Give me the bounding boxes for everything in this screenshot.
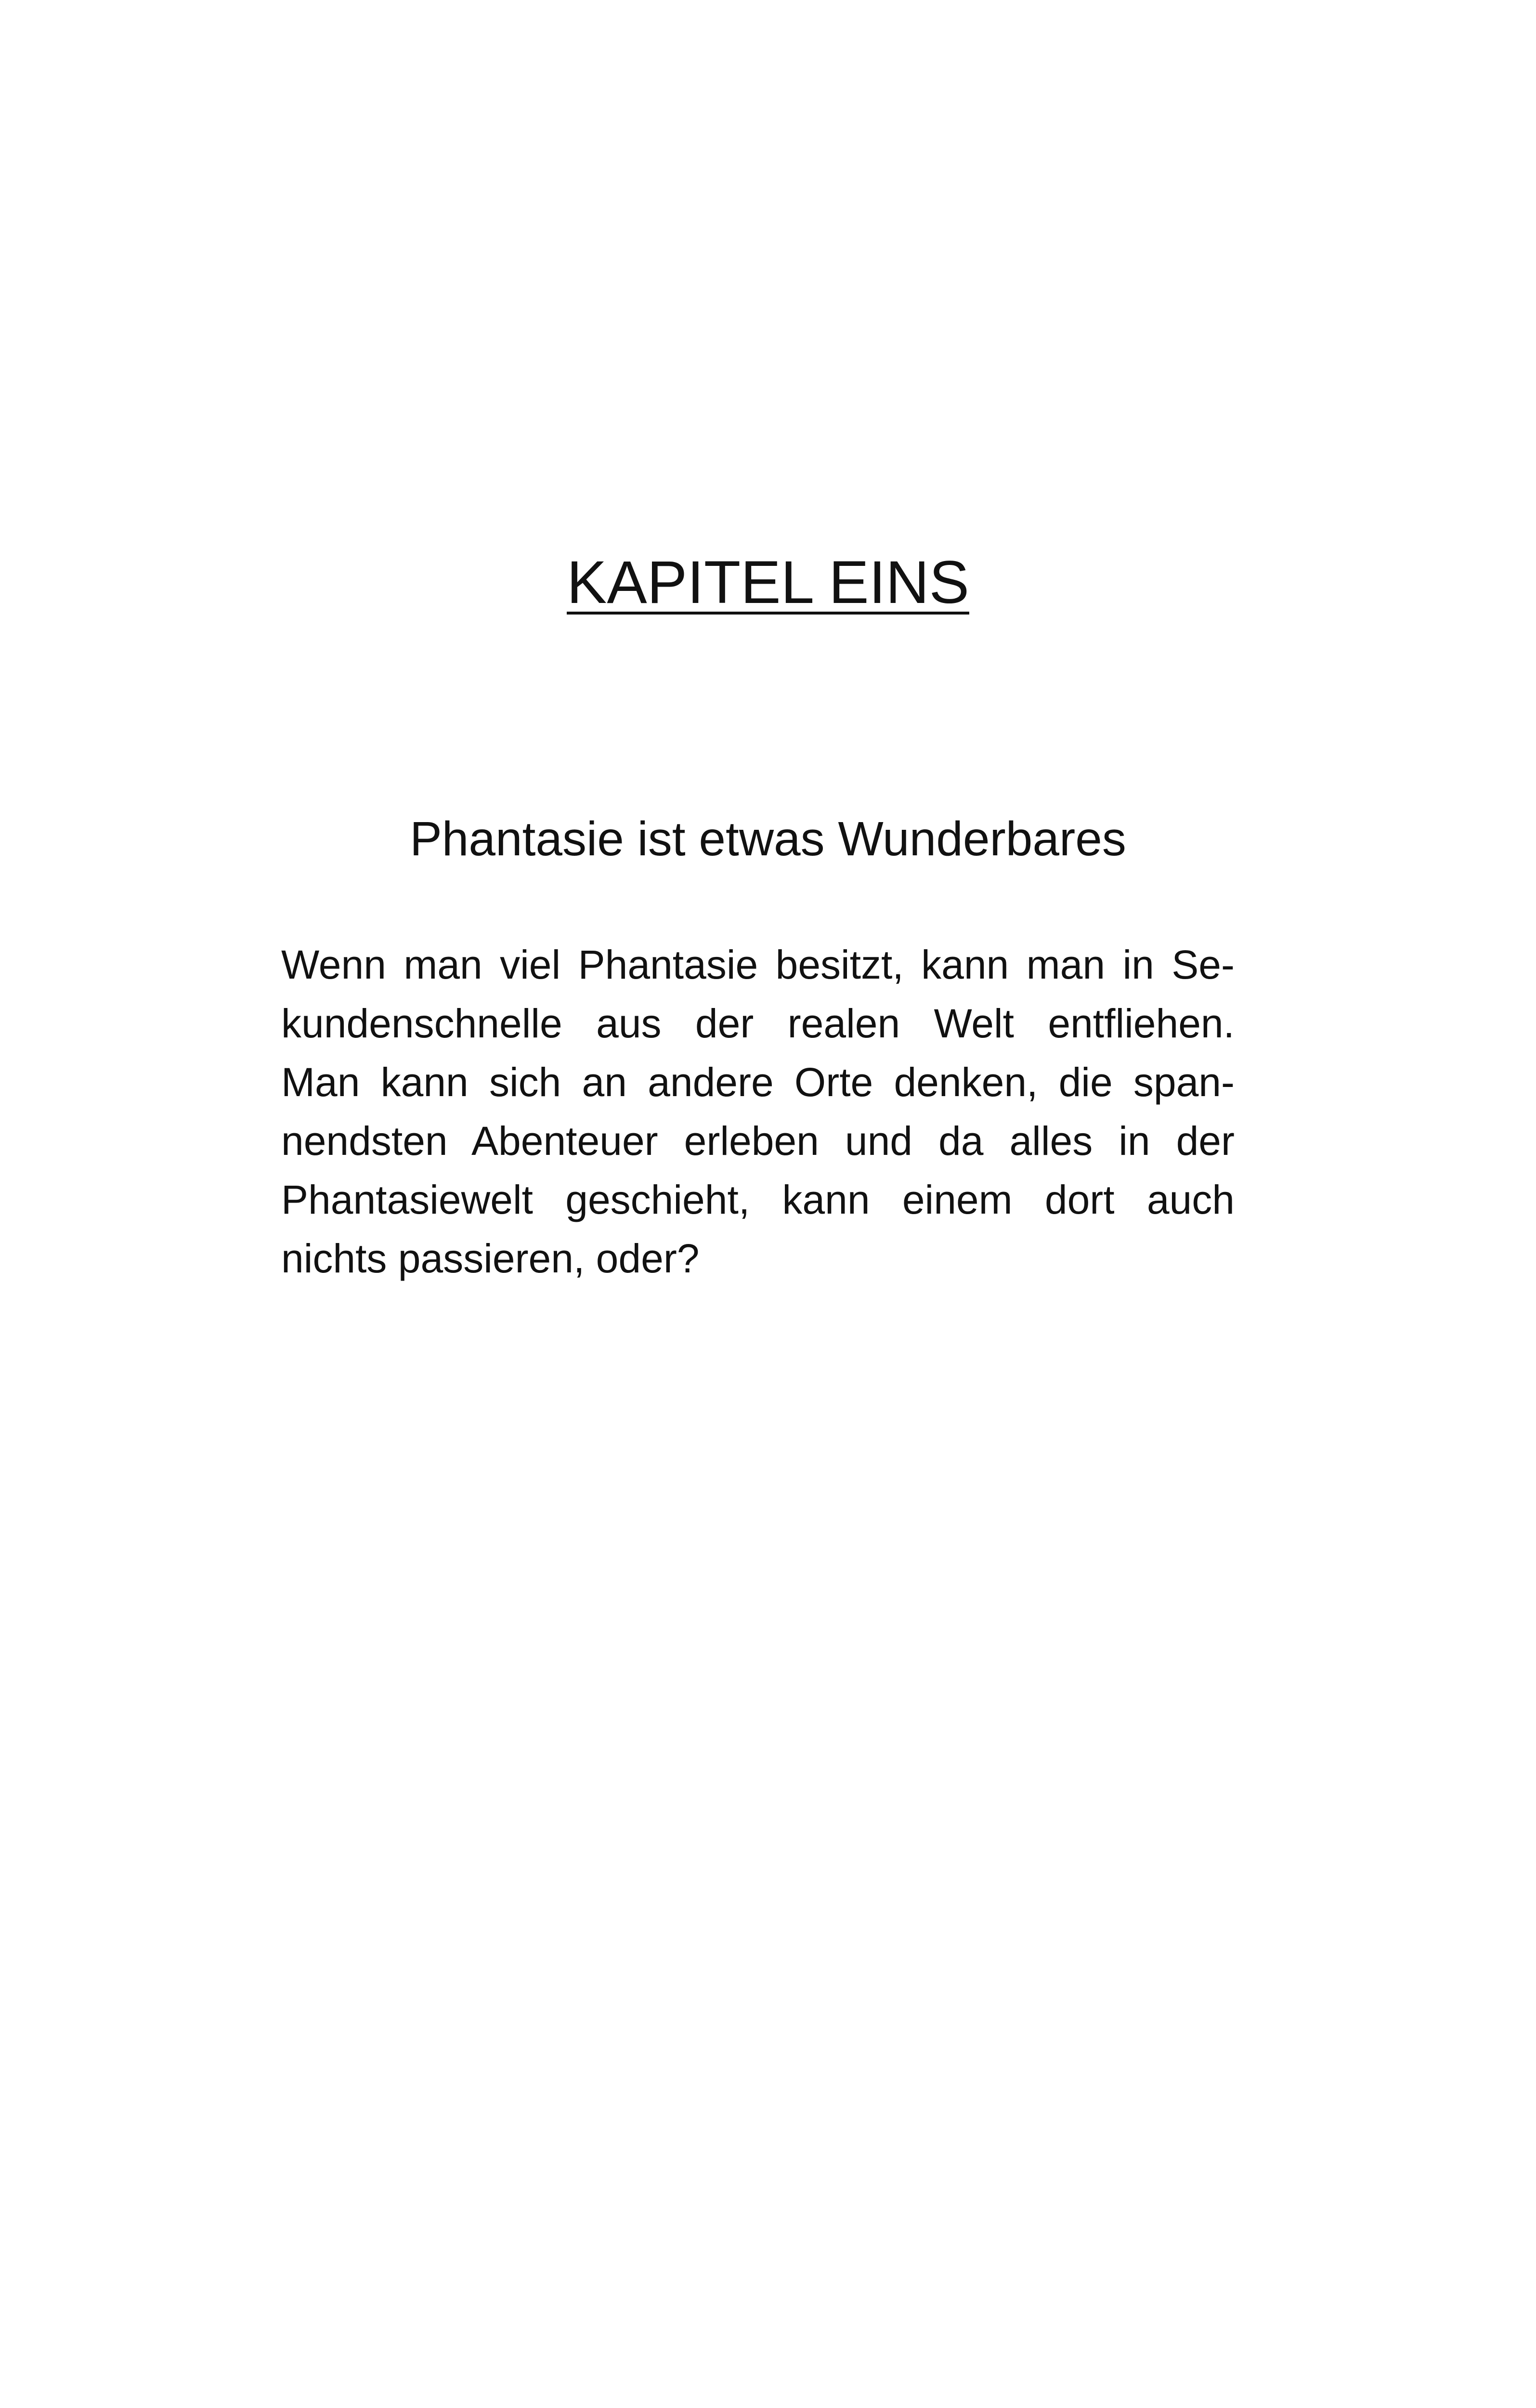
paragraph-line: nendsten Abenteuer erleben und da alles in der bbox=[281, 1118, 1235, 1164]
chapter-title bbox=[0, 547, 1536, 619]
chapter-title-text: KAPITEL EINS bbox=[567, 549, 969, 616]
paragraph-line: nichts passieren, oder? bbox=[281, 1236, 700, 1281]
body-paragraph bbox=[281, 935, 1235, 1288]
paragraph-line: Wenn man viel Phantasie besitzt, kann man in Se- bbox=[281, 942, 1235, 987]
paragraph-line: Man kann sich an andere Orte denken, die span- bbox=[281, 1060, 1235, 1105]
paragraph-line: kundenschnelle aus der realen Welt entfliehen. bbox=[281, 1001, 1235, 1046]
section-heading: Phantasie ist etwas Wunderbares bbox=[410, 812, 1126, 866]
paragraph-line: Phantasiewelt geschieht, kann einem dort auch bbox=[281, 1177, 1235, 1222]
